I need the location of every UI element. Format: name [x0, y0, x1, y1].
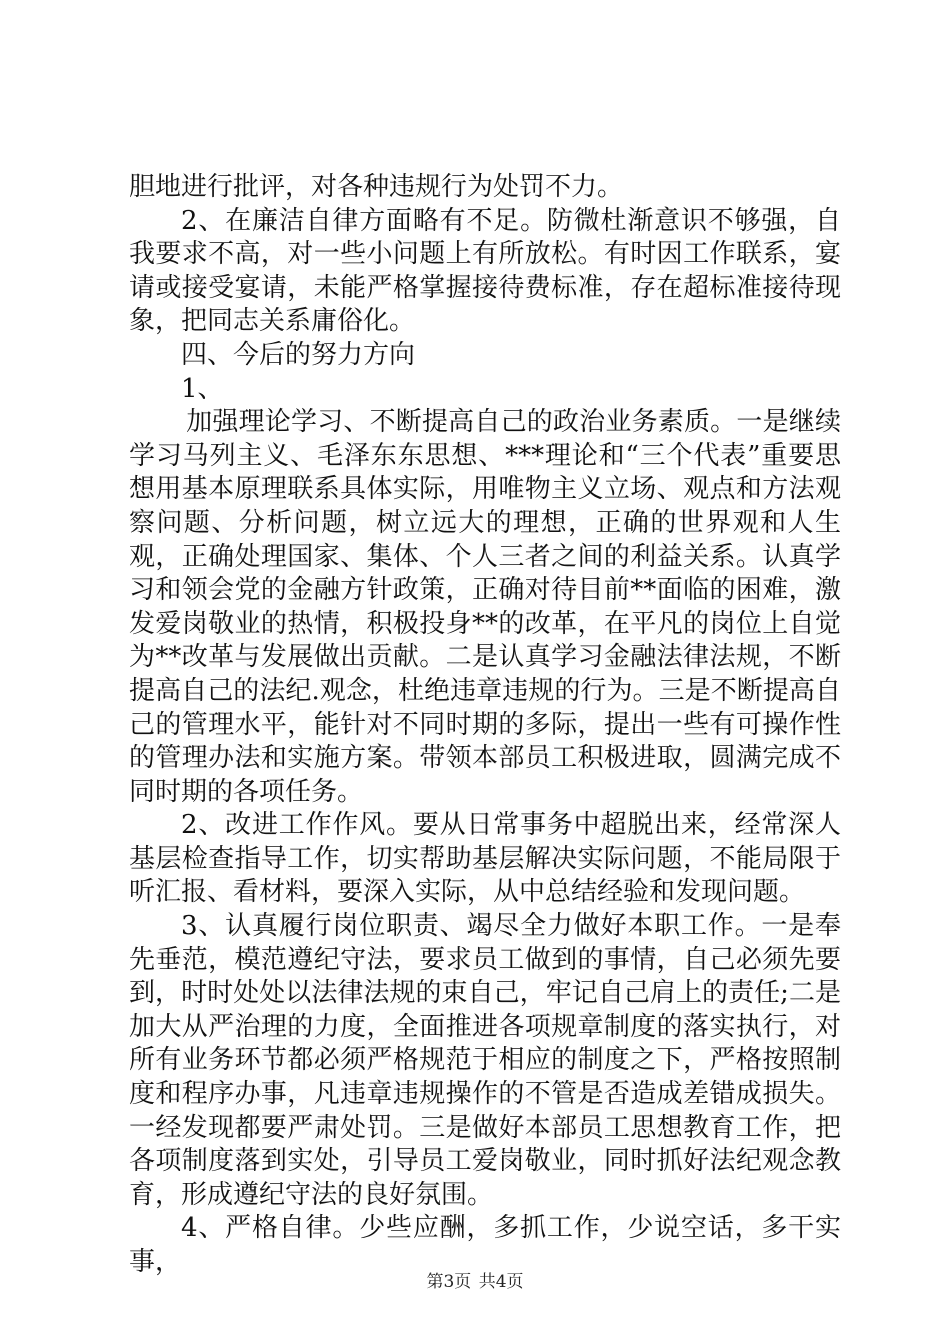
- paragraph-8: 4、严格自律。少些应酬，多抓工作，少说空话，多干实事，: [129, 1213, 841, 1277]
- page-footer: [0, 1271, 950, 1293]
- paragraph-2: 2、在廉洁自律方面略有不足。防微杜渐意识不够强，自我要求不高，对一些小问题上有所放松。有时因工作联系，宴请或接受宴请，未能严格掌握接待费标准，存在超标准接待现象，把同志关系庸俗化。: [129, 205, 841, 337]
- paragraph-7: 3、认真履行岗位职责、竭尽全力做好本职工作。一是奉先垂范，模范遵纪守法，要求员工做到的事情，自己必须先要到，时时处处以法律法规的束自己，牢记自己肩上的责任;二是加大从严治理的力度，全面推进各项规章制度的落实执行，对所有业务环节都必须严格规范于相应的制度之下，严格按照制度和程序办事，凡违章违规操作的不管是否造成差错成损失。一经发现都要严肃处罚。三是做好本部员工思想教育工作，把各项制度落到实处，引导员工爱岗敬业，同时抓好法纪观念教育，形成遵纪守法的良好氛围。: [129, 911, 841, 1210]
- paragraph-6: 2、改进工作作风。要从日常事务中超脱出来，经常深人基层检查指导工作，切实帮助基层解决实际问题，不能局限于听汇报、看材料，要深入实际，从中总结经验和发现问题。: [129, 810, 841, 908]
- paragraph-1: 胆地进行批评，对各种违规行为处罚不力。: [129, 172, 624, 202]
- document-body: [129, 171, 841, 1280]
- paragraph-5: 加强理论学习、不断提高自己的政治业务素质。一是继续学习马列主义、毛泽东东思想、***理论和“三个代表”重要思想用基本原理联系具体实际，用唯物主义立场、观点和方法观察问题、分析问题，树立远大的理想，正确的世界观和人生观，正确处理国家、集体、个人三者之间的利益关系。认真学习和领会党的金融方针政策，正确对待目前**面临的困难，激发爱岗敬业的热情，积极投身**的改革，在平凡的岗位上自觉为**改革与发展做出贡献。二是认真学习金融法律法规，不断提高自己的法纪.观念，杜绝违章违规的行为。三是不断提高自己的管理水平，能针对不同时期的多际，提出一些有可操作性的管理办法和实施方案。带领本部员工积极进取，圆满完成不同时期的各项任务。: [129, 407, 841, 807]
- page-number-label: 第3页 共4页: [426, 1272, 524, 1292]
- item-number: 1、: [181, 373, 224, 404]
- section-heading: 四、今后的努力方向: [181, 339, 416, 370]
